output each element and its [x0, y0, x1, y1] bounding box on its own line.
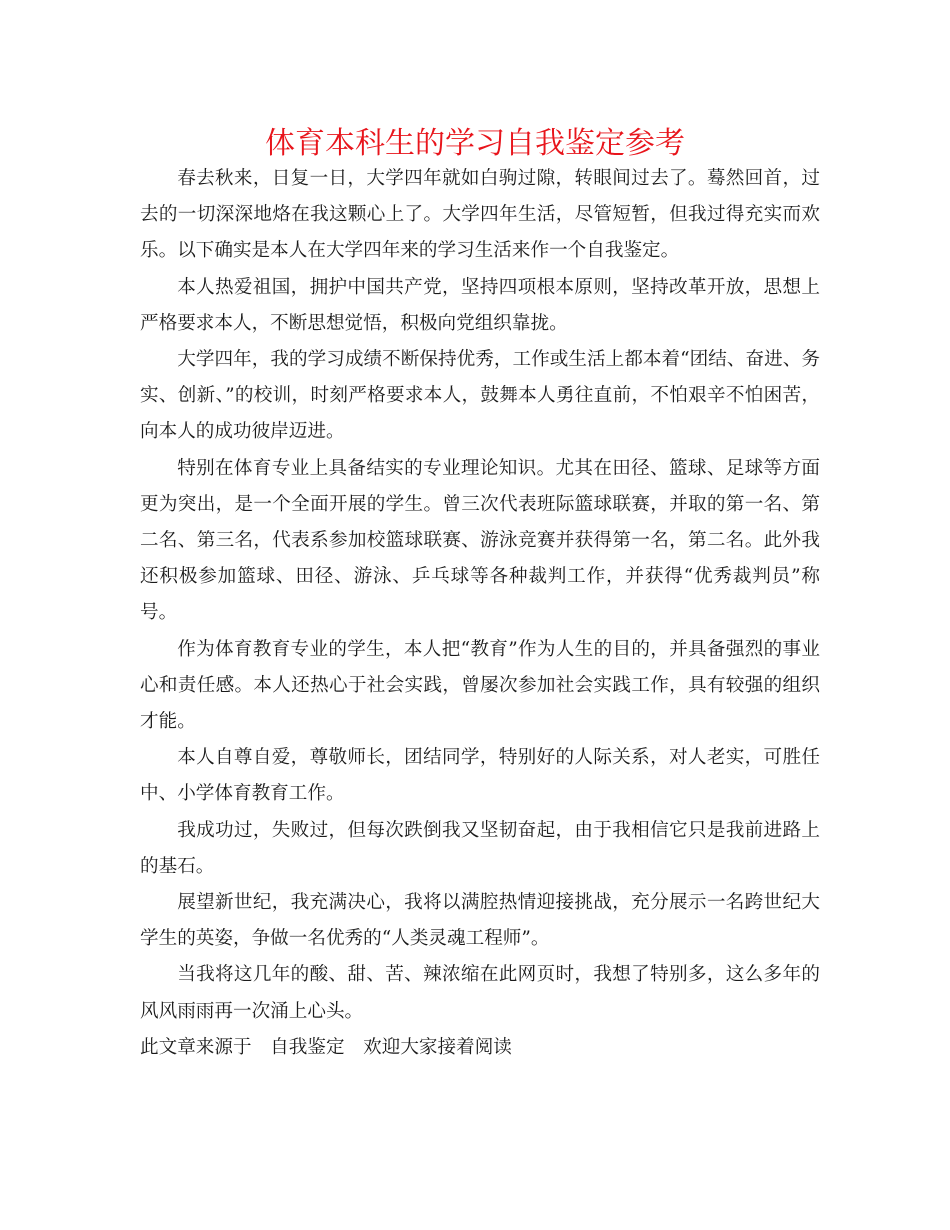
- paragraph-intro: 春去秋来，日复一日，大学四年就如白驹过隙，转眼间过去了。蓦然回首，过去的一切深深地烙在我这颗心上了。大学四年生活，尽管短暂，但我过得充实而欢乐。以下确实是本人在大学四年来的学习生活来作一个自我鉴定。: [140, 168, 820, 262]
- paragraph-character: 本人自尊自爱，尊敬师长，团结同学，特别好的人际关系，对人老实，可胜任中、小学体育教育工作。: [140, 747, 820, 805]
- paragraph-outlook: 展望新世纪，我充满决心，我将以满腔热情迎接挑战，充分展示一名跨世纪大学生的英姿，争做一名优秀的“人类灵魂工程师”。: [140, 892, 820, 950]
- paragraph-study: 大学四年，我的学习成绩不断保持优秀，工作或生活上都本着“团结、奋进、务实、创新、”的校训，时刻严格要求本人，鼓舞本人勇往直前，不怕艰辛不怕困苦，向本人的成功彼岸迈进。: [140, 349, 820, 443]
- document-body: [140, 161, 820, 1066]
- paragraph-perseverance: 我成功过，失败过，但每次跌倒我又坚韧奋起，由于我相信它只是我前进路上的基石。: [140, 819, 820, 877]
- source-footer: 此文章来源于 自我鉴定 欢迎大家接着阅读: [140, 1036, 512, 1058]
- paragraph-education: 作为体育教育专业的学生，本人把“教育”作为人生的目的，并具备强烈的事业心和责任感。本人还热心于社会实践，曾屡次参加社会实践工作，具有较强的组织才能。: [140, 638, 820, 733]
- document-title: 体育本科生的学习自我鉴定参考: [265, 126, 685, 161]
- paragraph-political: 本人热爱祖国，拥护中国共产党，坚持四项根本原则，坚持改革开放，思想上严格要求本人，不断思想觉悟，积极向党组织靠拢。: [140, 276, 820, 334]
- paragraph-closing: 当我将这几年的酸、甜、苦、辣浓缩在此网页时，我想了特别多，这么多年的风风雨雨再一次涌上心头。: [140, 964, 820, 1022]
- paragraph-sports: 特别在体育专业上具备结实的专业理论知识。尤其在田径、篮球、足球等方面更为突出，是一个全面开展的学生。曾三次代表班际篮球联赛，并取的第一名、第二名、第三名，代表系参加校篮球联赛、游泳竞赛并获得第一名，第二名。此外我还积极参加篮球、田径、游泳、乒乓球等各种裁判工作，并获得“优秀裁判员”称号。: [140, 457, 820, 624]
